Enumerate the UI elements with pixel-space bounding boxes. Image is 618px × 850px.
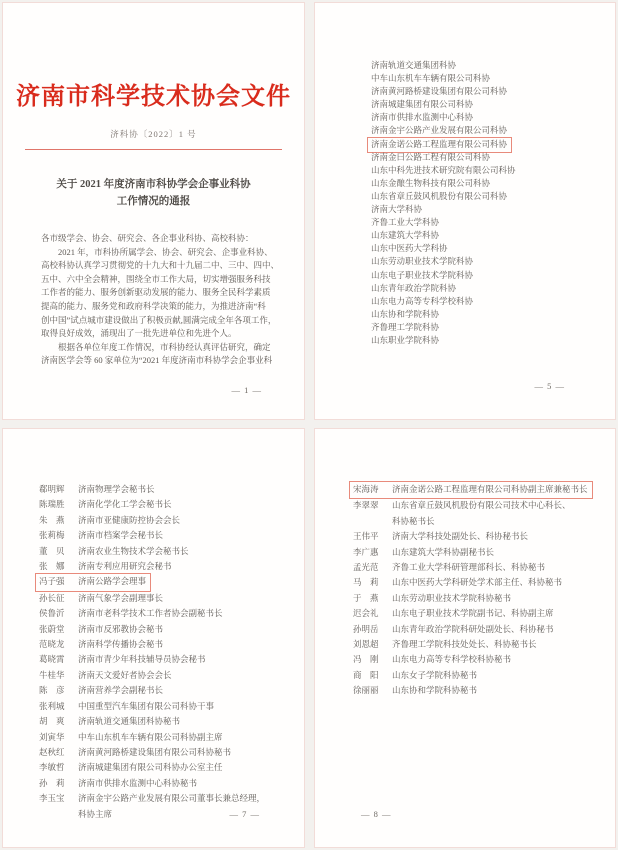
person-name: 刘寅华: [39, 731, 65, 742]
people-list-item: [39, 513, 304, 528]
people-list-item: [39, 714, 304, 729]
person-title: 济南气象学会副理事长: [78, 592, 164, 603]
person-title-continued: 科协主席: [78, 808, 113, 819]
page-number-1: — 1 —: [231, 385, 262, 395]
person-title: 济南市亚健康防控协会会长: [78, 514, 181, 525]
person-title: 山东青年政治学院科研处副处长、科协秘书: [392, 623, 554, 634]
org-list-item: 山东协和学院科协: [371, 308, 440, 319]
people-list-item: [39, 776, 304, 791]
person-title: 济南城建集团有限公司科协办公室主任: [78, 762, 223, 773]
org-list-item: 济南金宇公路产业发展有限公司科协: [371, 125, 508, 136]
person-title: 山东女子学院科协秘书: [392, 669, 478, 680]
person-title: 济南金诺公路工程监理有限公司科协副主席兼秘书长: [392, 484, 588, 494]
person-title: 济南专利应用研究会秘书: [78, 561, 172, 572]
people-list-item: [39, 745, 304, 760]
people-list-item: [39, 497, 304, 512]
red-divider-line: [25, 149, 282, 150]
person-title: 济南市老科学技术工作者协会副秘书长: [78, 608, 223, 619]
person-name: 郗明辉: [39, 484, 65, 494]
person-title: 中车山东机车车辆有限公司科协副主席: [78, 731, 223, 742]
person-title: 齐鲁理工学院科技处处长、科协秘书长: [392, 639, 537, 650]
people-list-item: [39, 668, 304, 683]
people-list-item: [39, 622, 304, 637]
notice-title: [3, 176, 304, 210]
notice-body-line: 根据各单位年度工作情况，市科协经认真评估研究，确定: [41, 341, 271, 352]
org-list-item: 济南金曰公路工程有限公司科协: [371, 151, 491, 162]
person-name: 徐丽丽: [353, 685, 379, 696]
org-list-item: 山东电子职业技术学院科协: [371, 269, 474, 280]
person-title: 中国重型汽车集团有限公司科协干事: [78, 700, 215, 711]
org-list-item: 山东中医药大学科协: [371, 243, 448, 254]
highlight-box: 济南金诺公路工程监理有限公司科协: [367, 137, 512, 153]
person-title: 济南市青少年科技辅导员协会秘书: [78, 654, 206, 665]
people-list-item: [353, 622, 615, 637]
people-list-item: [353, 545, 615, 560]
person-title: 济南物理学会秘书长: [78, 484, 155, 494]
person-name: 李翠翠: [353, 500, 379, 511]
people-list-item: [39, 730, 304, 745]
person-name: 马 莉: [353, 577, 379, 588]
highlight-box: [35, 573, 151, 591]
people-list-item: [39, 528, 304, 543]
org-list-item: 齐鲁工业大学科协: [371, 217, 440, 228]
person-title: 济南轨道交通集团科协秘书: [78, 716, 181, 727]
people-list-item: [39, 559, 304, 574]
org-list-item: [371, 138, 615, 151]
person-name: 张利城: [39, 700, 65, 711]
person-title: 济南大学科技处副处长、科协秘书长: [392, 531, 529, 542]
highlight-box: [349, 481, 593, 499]
people-list-item: [39, 699, 304, 714]
org-list-item: 山东职业学院科协: [371, 334, 440, 345]
people-list-item: [353, 498, 615, 513]
person-title: 济南市档案学会秘书长: [78, 530, 164, 541]
red-header-title: 济南市科学技术协会文件: [16, 84, 291, 110]
org-list-item: 山东省章丘鼓风机股份有限公司科协: [371, 190, 508, 201]
person-name: 孟光范: [353, 562, 379, 573]
people-list-page7: [39, 482, 304, 822]
person-name: 王伟平: [353, 531, 379, 542]
person-name: 赵秋红: [39, 746, 65, 757]
org-list-item: 济南市供排水监测中心科协: [371, 112, 474, 123]
person-name: 李广惠: [353, 546, 379, 557]
people-list-item: [353, 560, 615, 575]
document-number: 济科协〔2022〕1 号: [110, 129, 197, 139]
people-list-item: [39, 606, 304, 621]
person-name: 董 贝: [39, 545, 65, 556]
org-list-item: 济南黄河路桥建设集团有限公司科协: [371, 86, 508, 97]
notice-body-line: 2021 年，市科协所属学会、协会、研究会、企事业科协、: [41, 246, 273, 257]
people-list-item: [353, 529, 615, 544]
org-list-item: 济南轨道交通集团科协: [371, 60, 457, 70]
person-title: 山东电力高等专科学校科协秘书: [392, 654, 512, 665]
people-list-item-continued: [39, 807, 304, 822]
page-5-document: [314, 2, 616, 420]
org-list-item: 山东金酿生物科技有限公司科协: [371, 177, 491, 188]
page-8-document: [314, 428, 616, 848]
person-title: 山东劳动职业技术学院科协秘书: [392, 592, 512, 603]
person-name: 冯 刚: [353, 654, 379, 665]
notice-body-line: 高校科协认真学习贯彻党的十九大和十九届二中、三中、四中、: [41, 260, 280, 271]
person-title: 济南黄河路桥建设集团有限公司科协秘书: [78, 746, 232, 757]
people-list-item: [39, 683, 304, 698]
person-name: 张莉梅: [39, 530, 65, 541]
person-title: 山东电子职业技术学院副书记、科协副主席: [392, 608, 554, 619]
person-title: 山东建筑大学科协副秘书长: [392, 546, 495, 557]
people-list-item: [39, 591, 304, 606]
page-number-7: — 7 —: [229, 809, 260, 819]
person-title: 济南科学传播协会秘书: [78, 639, 164, 650]
people-list-item: [353, 606, 615, 621]
person-name: 朱 燕: [39, 514, 65, 525]
person-name: 牛桂华: [39, 669, 65, 680]
person-name: 侯鲁沂: [39, 608, 65, 619]
person-title: 山东中医药大学科研处学术部主任、科协秘书: [392, 577, 563, 588]
person-name: 李玉宝: [39, 793, 65, 804]
person-name: 孙明岳: [353, 623, 379, 634]
people-list-item: [353, 575, 615, 590]
notice-title-line2: 工作情况的通报: [116, 196, 191, 207]
person-name: 葛晓霄: [39, 654, 65, 665]
person-title: 济南化学化工学会秘书长: [78, 499, 172, 510]
people-list-item: [39, 652, 304, 667]
notice-body: [41, 232, 280, 368]
people-list-item: [353, 683, 615, 698]
person-name: 张 娜: [39, 561, 65, 572]
person-title-continued: 科协秘书长: [392, 515, 435, 526]
person-name: 孙长征: [39, 592, 65, 603]
org-list-item: 山东青年政治学院科协: [371, 282, 457, 293]
page-number-5: — 5 —: [534, 381, 565, 391]
org-list-item: 山东电力高等专科学校科协: [371, 295, 474, 306]
page-7-document: [2, 428, 305, 848]
person-title: 齐鲁工业大学科研管理部科长、科协秘书: [392, 562, 546, 573]
notice-body-line: 济南医学会等 60 家单位为“2021 年度济南市科协学会企事业科: [41, 355, 273, 366]
people-list-item: [39, 544, 304, 559]
person-title: 济南金宇公路产业发展有限公司董事长兼总经理，: [78, 793, 266, 804]
org-list-item: 济南城建集团有限公司科协: [371, 99, 474, 110]
notice-body-line: 各市级学会、协会、研究会、各企事业科协、高校科协：: [41, 233, 254, 243]
person-name: 商 阳: [353, 669, 379, 680]
person-name: 张蔚堂: [39, 623, 65, 634]
person-title: 济南市供排水监测中心科协秘书: [78, 777, 198, 788]
person-name: 李敏哲: [39, 762, 65, 773]
person-name: 孙 莉: [39, 777, 65, 788]
notice-body-line: 取得良好成效，涌现出了一批先进单位和先进个人。: [41, 328, 237, 339]
person-name: 陈瑞胜: [39, 499, 65, 510]
person-title: 济南农业生物技术学会秘书长: [78, 545, 189, 556]
org-list-item: 山东劳动职业技术学院科协: [371, 256, 474, 267]
org-list-item: 山东建筑大学科协: [371, 230, 440, 241]
people-list-item: [39, 637, 304, 652]
org-list-item: 齐鲁理工学院科协: [371, 321, 440, 332]
notice-title-line1: 关于 2021 年度济南市科协学会企事业科协: [56, 179, 251, 190]
people-list-item: [353, 637, 615, 652]
person-title: 济南公路学会理事: [78, 576, 147, 587]
page-number-8: — 8 —: [361, 809, 392, 819]
person-name: 于 燕: [353, 592, 379, 603]
notice-body-line: 创中国”试点城市建设做出了积极贡献,圆满完成全年各项工作，: [41, 314, 277, 325]
person-name: 冯子强: [39, 576, 65, 587]
person-title: 济南天文爱好者协会会长: [78, 669, 172, 680]
person-name: 陈 彦: [39, 685, 65, 696]
person-name: 宋海涛: [353, 484, 379, 494]
org-list-item: 中车山东机车车辆有限公司科协: [371, 73, 491, 84]
people-list-item: [353, 668, 615, 683]
organization-list: [371, 59, 615, 347]
org-list-item: 山东中科先进技术研究院有限公司科协: [371, 164, 516, 175]
page-1-document: [2, 2, 305, 420]
person-title: 济南市反邪教协会秘书: [78, 623, 164, 634]
people-list-item: [39, 791, 304, 806]
people-list-item-continued: [353, 514, 615, 529]
person-title: 济南营养学会副秘书长: [78, 685, 164, 696]
person-title: 山东省章丘鼓风机股份有限公司技术中心科长、: [392, 500, 571, 511]
person-name: 迟会礼: [353, 608, 379, 619]
people-list-item: [39, 760, 304, 775]
person-name: 刘恩超: [353, 639, 379, 650]
people-list-item: [353, 591, 615, 606]
person-title: 山东协和学院科协秘书: [392, 685, 478, 696]
people-list-item: [353, 652, 615, 667]
people-list-page8: [353, 481, 615, 699]
person-name: 范晓龙: [39, 639, 65, 650]
notice-body-line: 提高的能力、服务党和政府科学决策的能力，为推进济南“科: [41, 300, 266, 311]
notice-body-line: 五中、六中全会精神，围绕全市工作大局，切实增强服务科技: [41, 273, 271, 284]
notice-body-line: 工作者的能力、服务创新驱动发展的能力、服务全民科学素质: [41, 287, 271, 298]
people-list-item: [39, 482, 304, 497]
person-name: 胡 爽: [39, 716, 65, 727]
org-list-item: 济南大学科协: [371, 204, 423, 215]
